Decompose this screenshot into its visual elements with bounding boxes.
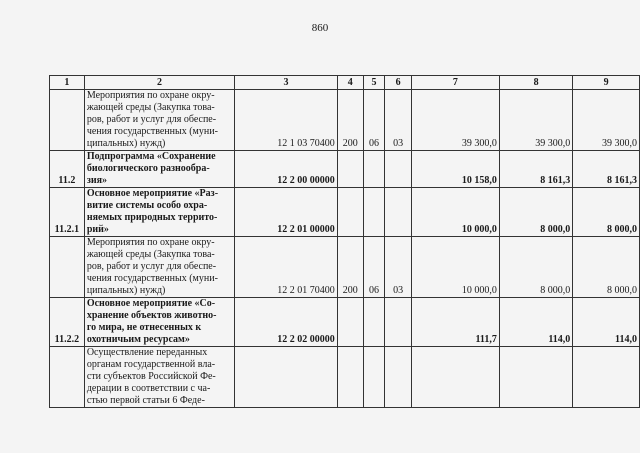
- expense-type-code: [337, 347, 363, 408]
- subsection-code: 03: [385, 90, 412, 151]
- budget-code: 12 2 01 70400: [235, 237, 338, 298]
- amount-col-8: [499, 347, 572, 408]
- amount-col-7: 39 300,0: [411, 90, 499, 151]
- row-name-line: ров, работ и услуг для обеспе-: [86, 261, 217, 272]
- amount-col-9: [573, 347, 640, 408]
- row-number: [50, 347, 85, 408]
- row-name-line: жающей среды (Закупка това-: [86, 102, 215, 113]
- column-header: 1: [50, 76, 85, 90]
- row-name-line: зия»: [86, 175, 108, 186]
- budget-code: [235, 347, 338, 408]
- row-name-line: го мира, не отнесенных к: [86, 322, 202, 333]
- section-code: [363, 188, 385, 237]
- section-code: [363, 347, 385, 408]
- column-header: 5: [363, 76, 385, 90]
- column-header: 7: [411, 76, 499, 90]
- amount-col-9: 39 300,0: [573, 90, 640, 151]
- amount-col-7: 10 158,0: [411, 151, 499, 188]
- section-code: [363, 151, 385, 188]
- expense-type-code: [337, 188, 363, 237]
- row-name-line: жающей среды (Закупка това-: [86, 249, 215, 260]
- row-name: [84, 188, 234, 237]
- subsection-code: [385, 347, 412, 408]
- table-row: [50, 90, 640, 151]
- row-name: [84, 90, 234, 151]
- column-header: 9: [573, 76, 640, 90]
- row-name-line: няемых природных террито-: [86, 212, 218, 223]
- table-row: [50, 298, 640, 347]
- row-name-line: ров, работ и услуг для обеспе-: [86, 114, 217, 125]
- expense-type-code: 200: [337, 237, 363, 298]
- column-header: 4: [337, 76, 363, 90]
- row-name-line: рий»: [86, 224, 109, 235]
- row-name-line: стью первой статьи 6 Феде-: [86, 395, 205, 406]
- row-name-line: органам государственной вла-: [86, 359, 216, 370]
- subsection-code: [385, 298, 412, 347]
- budget-code: 12 2 01 00000: [235, 188, 338, 237]
- budget-code: 12 2 00 00000: [235, 151, 338, 188]
- column-header: 3: [235, 76, 338, 90]
- amount-col-9: 8 161,3: [573, 151, 640, 188]
- row-number: 11.2: [50, 151, 85, 188]
- row-name-line: Мероприятия по охране окру-: [86, 237, 215, 248]
- amount-col-8: 8 161,3: [499, 151, 572, 188]
- row-name-line: чения государственных (муни-: [86, 273, 218, 284]
- expense-type-code: [337, 151, 363, 188]
- row-name-line: охотничьим ресурсам»: [86, 334, 190, 345]
- subsection-code: [385, 151, 412, 188]
- row-name-line: Основное мероприятие «Раз-: [86, 188, 219, 199]
- row-number: 11.2.2: [50, 298, 85, 347]
- column-header: 2: [84, 76, 234, 90]
- amount-col-8: 8 000,0: [499, 188, 572, 237]
- row-name: [84, 298, 234, 347]
- subsection-code: [385, 188, 412, 237]
- budget-code: 12 1 03 70400: [235, 90, 338, 151]
- row-name-line: Подпрограмма «Сохранение: [86, 151, 216, 162]
- row-name-line: хранение объектов животно-: [86, 310, 217, 321]
- amount-col-7: 10 000,0: [411, 188, 499, 237]
- amount-col-8: 39 300,0: [499, 90, 572, 151]
- table-row: [50, 188, 640, 237]
- row-name-line: сти субъектов Российской Фе-: [86, 371, 216, 382]
- row-name: [84, 151, 234, 188]
- amount-col-9: 114,0: [573, 298, 640, 347]
- table-header-row: [50, 76, 640, 90]
- row-name-line: дерации в соответствии с ча-: [86, 383, 211, 394]
- row-name-line: Мероприятия по охране окру-: [86, 90, 215, 101]
- amount-col-7: 10 000,0: [411, 237, 499, 298]
- page-number: 860: [311, 22, 329, 34]
- budget-table: [49, 75, 640, 408]
- amount-col-9: 8 000,0: [573, 188, 640, 237]
- amount-col-9: 8 000,0: [573, 237, 640, 298]
- column-header: 6: [385, 76, 412, 90]
- table-row: [50, 237, 640, 298]
- expense-type-code: 200: [337, 90, 363, 151]
- amount-col-8: 8 000,0: [499, 237, 572, 298]
- amount-col-8: 114,0: [499, 298, 572, 347]
- row-name: [84, 347, 234, 408]
- subsection-code: 03: [385, 237, 412, 298]
- budget-code: 12 2 02 00000: [235, 298, 338, 347]
- expense-type-code: [337, 298, 363, 347]
- row-name-line: Основное мероприятие «Со-: [86, 298, 216, 309]
- row-name-line: Осуществление переданных: [86, 347, 208, 358]
- table-row: [50, 151, 640, 188]
- row-name-line: биологического разнообра-: [86, 163, 210, 174]
- section-code: [363, 298, 385, 347]
- row-name: [84, 237, 234, 298]
- row-name-line: ципальных) нужд): [86, 285, 166, 296]
- table-row: [50, 347, 640, 408]
- section-code: 06: [363, 90, 385, 151]
- amount-col-7: 111,7: [411, 298, 499, 347]
- row-number: [50, 90, 85, 151]
- row-number: 11.2.1: [50, 188, 85, 237]
- row-name-line: чения государственных (муни-: [86, 126, 218, 137]
- row-number: [50, 237, 85, 298]
- amount-col-7: [411, 347, 499, 408]
- row-name-line: ципальных) нужд): [86, 138, 166, 149]
- row-name-line: витие системы особо охра-: [86, 200, 208, 211]
- section-code: 06: [363, 237, 385, 298]
- column-header: 8: [499, 76, 572, 90]
